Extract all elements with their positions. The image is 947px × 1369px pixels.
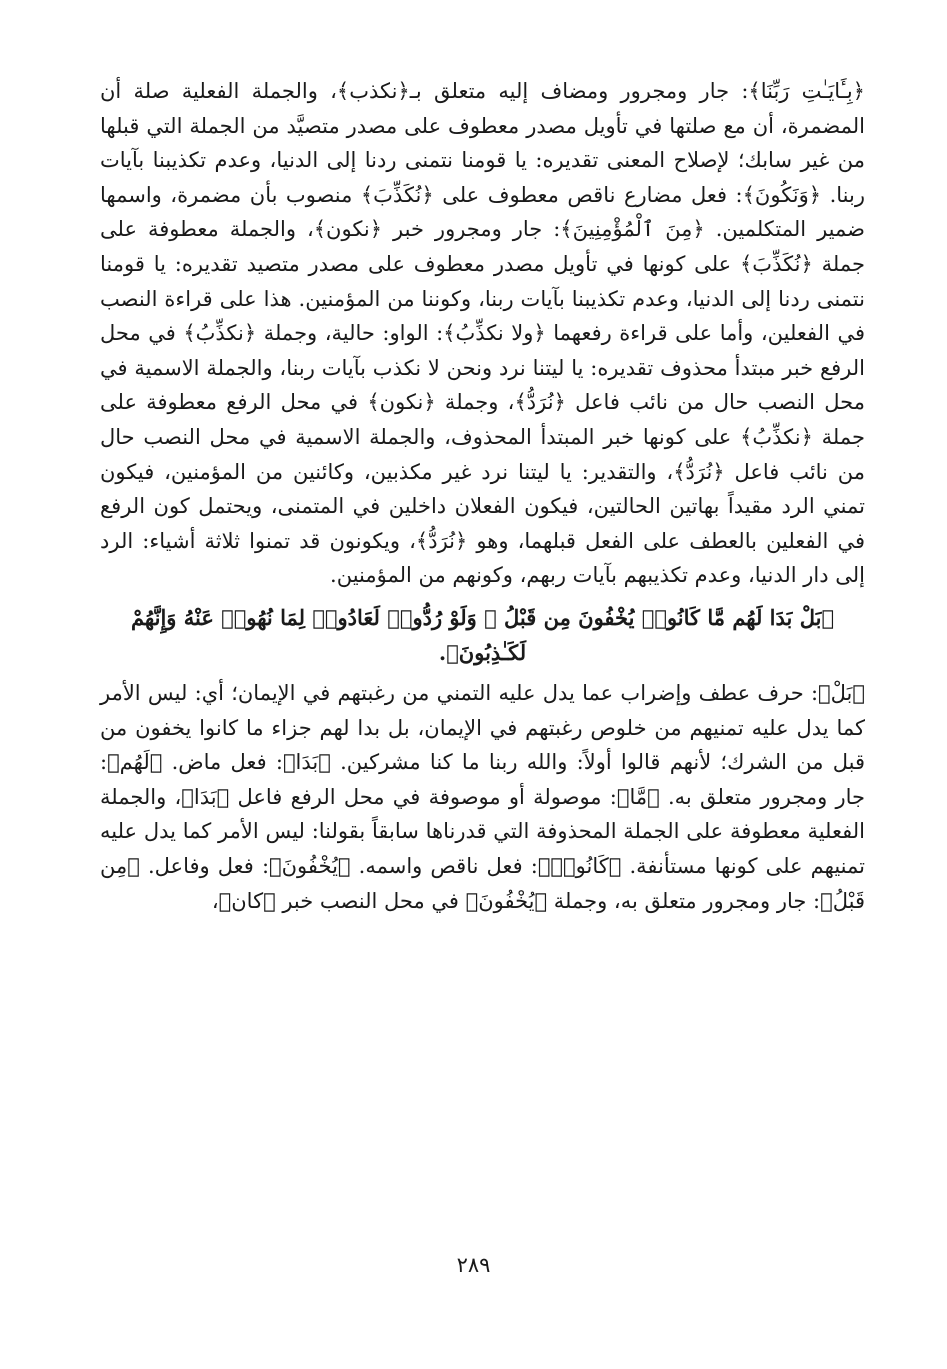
quran-verse: ﴿بَلْ بَدَا لَهُم مَّا كَانُوا۟ يُخْفُونَ مِن قَبْلُ ۖ وَلَوْ رُدُّوا۟ لَعَادُوا۟ لِمَا نُهُوا۟ عَنْهُ وَإِنَّهُمْ لَكَـٰذِبُونَ﴾. bbox=[130, 604, 835, 665]
paragraph-1: ﴿بِـَٔايَـٰتِ رَبِّنَا﴾: جار ومجرور ومضاف إليه متعلق بـ﴿نكذب﴾، والجملة الفعلية صلة أن المضمرة، أن مع صلتها في تأويل مصدر معطوف على مصدر متصيَّد من الجملة التي قبلها من غير سابك؛ لإصلاح المعنى تقديره: يا قومنا نتمنى ردنا إلى الدنيا، وعدم تكذيبنا بآيات ربنا. ﴿وَنَكُونَ﴾: فعل مضارع ناقص معطوف على ﴿نُكَذِّبَ﴾ منصوب بأن مضمرة، واسمها ضمير المتكلمين. ﴿مِنَ ٱلْمُؤْمِنِينَ﴾: جار ومجرور خبر ﴿نكون﴾، والجملة معطوفة على جملة ﴿نُكَذِّبَ﴾ على كونها في تأويل مصدر معطوف على مصدر متصيد تقديره: يا قومنا نتمنى ردنا إلى الدنيا، وعدم تكذيبنا بآيات ربنا، وكوننا من المؤمنين. هذا على قراءة النصب في الفعلين، وأما على قراءة رفعهما ﴿ولا نكذِّبُ﴾: الواو: حالية، وجملة ﴿نكذِّبُ﴾ في محل الرفع خبر مبتدأ محذوف تقديره: يا ليتنا نرد ونحن لا نكذب بآيات ربنا، والجملة الاسمية في محل النصب حال من نائب فاعل ﴿نُرَدُّ﴾، وجملة ﴿نكون﴾ في محل الرفع معطوفة على جملة ﴿نكذِّبُ﴾ على كونها خبر المبتدأ المحذوف، والجملة الاسمية في محل النصب حال من نائب فاعل ﴿نُرَدُّ﴾، والتقدير: يا ليتنا نرد غير مكذبين، وكائنين من المؤمنين، فيكون تمني الرد مقيداً بهاتين الحالتين، فيكون الفعلان داخلين في المتمنى، ويحتمل كون الرفع في الفعلين بالعطف على الفعل قبلهما، وهو ﴿نُرَدُّ﴾، ويكونون قد تمنوا ثلاثة أشياء: الرد إلى دار الدنيا، وعدم تكذيبهم بآيات ربهم، وكونهم من المؤمنين. bbox=[100, 79, 865, 588]
paragraph-2: ﴿بَلْ﴾: حرف عطف وإضراب عما يدل عليه التمني من رغبتهم في الإيمان؛ أي: ليس الأمر كما يدل عليه تمنيهم من خلوص رغبتهم في الإيمان، بل بدا لهم جزاء ما كانوا يخفون من قبل من الشرك؛ لأنهم قالوا أولاً: والله ربنا ما كنا مشركين. ﴿بَدَا﴾: فعل ماض. ﴿لَهُم﴾: جار ومجرور متعلق به. ﴿مَّا﴾: موصولة أو موصوفة في محل الرفع فاعل ﴿بَدَا﴾، والجملة الفعلية معطوفة على الجملة المحذوفة التي قدرناها سابقاً بقولنا: ليس الأمر كما يدل عليه تمنيهم على كونها مستأنفة. ﴿كَانُوا۟﴾: فعل ناقص واسمه. ﴿يُخْفُونَ﴾: فعل وفاعل. ﴿مِن قَبْلُ﴾: جار ومجرور متعلق به، وجملة ﴿يُخْفُونَ﴾ في محل النصب خبر ﴿كان﴾، bbox=[100, 681, 865, 913]
page-number: ٢٨٩ bbox=[456, 1253, 491, 1277]
